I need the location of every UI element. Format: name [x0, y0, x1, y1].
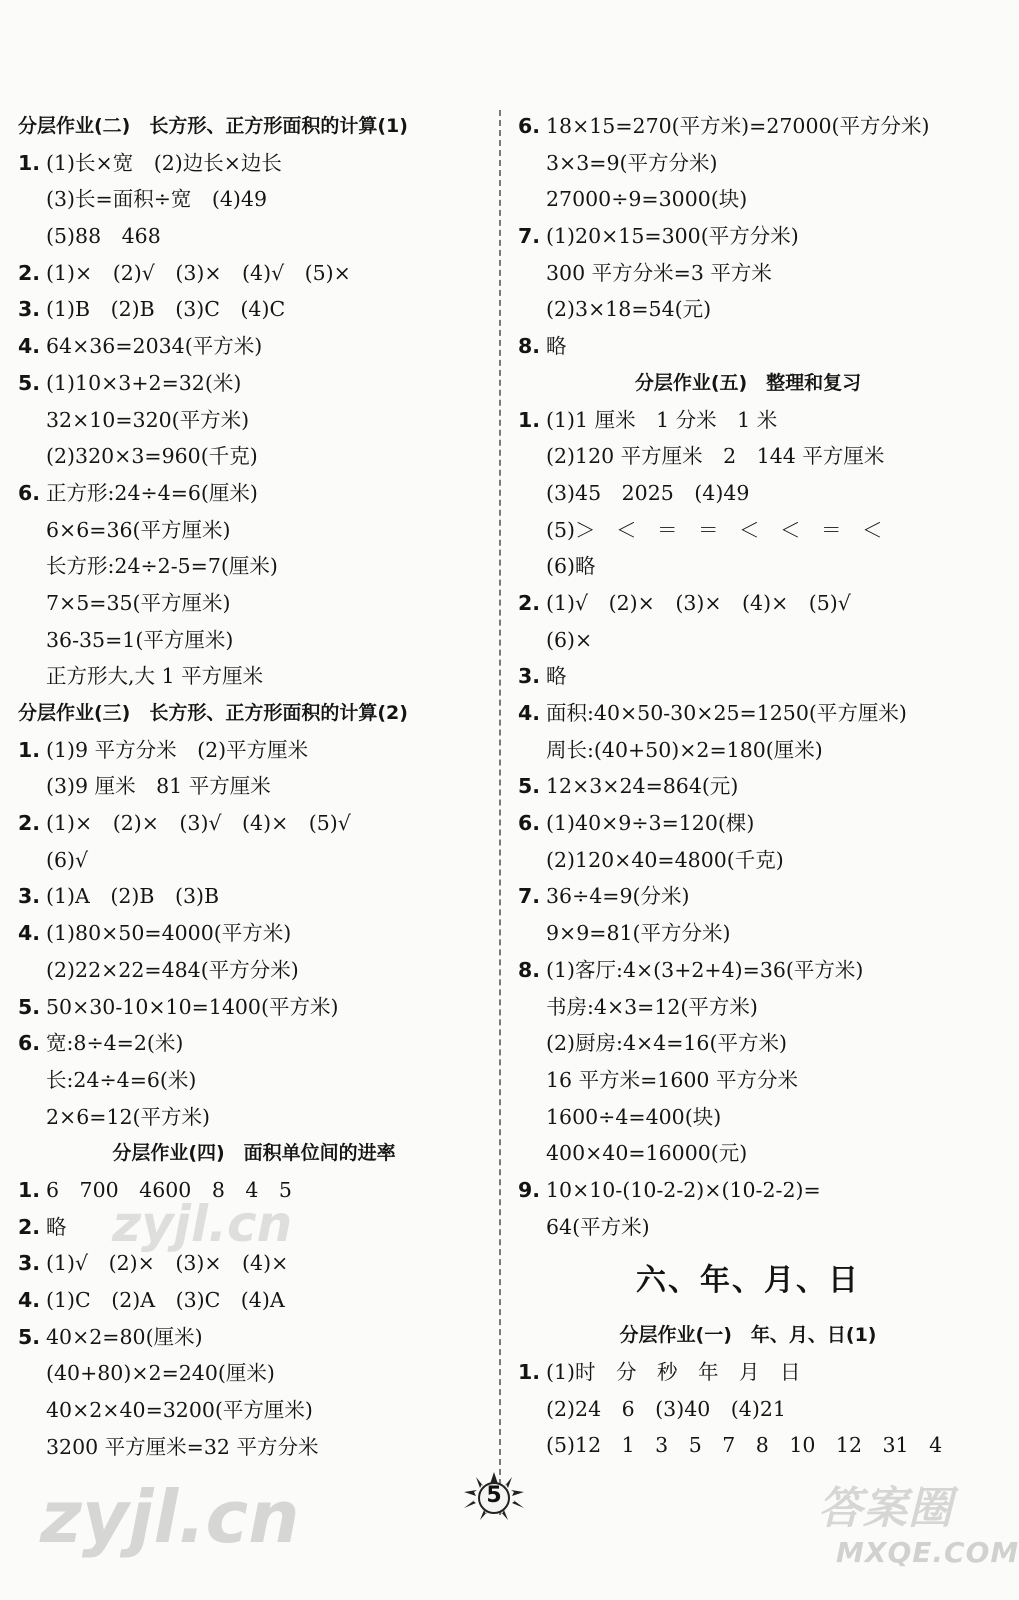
- answer-continuation: (6)略: [546, 554, 596, 579]
- answer-text: (1)C (2)A (3)C (4)A: [46, 1288, 285, 1312]
- item-number: 1.: [518, 1360, 541, 1384]
- answer-item: [18, 328, 490, 365]
- item-number: 1.: [18, 1177, 41, 1202]
- answer-continuation: 400×40=16000(元): [546, 1141, 748, 1166]
- left-column: [18, 108, 490, 1465]
- answer-text: (1)A (2)B (3)B: [46, 884, 220, 909]
- answer-text: (1)B (2)B (3)C (4)C: [46, 297, 286, 322]
- answer-item: [18, 145, 490, 182]
- watermark-daanquan: 答案圈: [818, 1483, 953, 1534]
- page-number-badge: [460, 1470, 528, 1526]
- answer-continuation: (3)45 2025 (4)49: [546, 480, 750, 505]
- item-number: 8.: [518, 957, 541, 982]
- answer-item: [518, 878, 978, 915]
- answer-item: [518, 658, 978, 695]
- answer-item: [518, 952, 978, 989]
- answer-continuation: (2)120×40=4800(千克): [546, 847, 784, 872]
- item-number: 5.: [18, 1324, 41, 1349]
- answer-continuation: (2)厨房:4×4=16(平方米): [546, 1031, 787, 1056]
- answer-text: 略: [546, 664, 567, 689]
- item-number: 5.: [18, 994, 41, 1019]
- answer-continuation: (5)12 1 3 5 7 8 10 12 31 4: [546, 1433, 943, 1458]
- section-heading: 分层作业(三) 长方形、正方形面积的计算(2): [18, 702, 408, 724]
- answer-continuation: 27000÷9=3000(块): [546, 187, 748, 212]
- answer-continuation: (2)22×22=484(平方分米): [46, 957, 299, 982]
- item-number: 1.: [18, 150, 41, 175]
- answer-item: [18, 1025, 490, 1062]
- answer-continuation: 16 平方米=1600 平方分米: [546, 1067, 798, 1092]
- answer-continuation: 64(平方米): [546, 1214, 650, 1239]
- item-number: 9.: [518, 1177, 541, 1202]
- answer-text: (1)× (2)√ (3)× (4)√ (5)×: [46, 260, 351, 285]
- answer-text: (1)10×3+2=32(米): [46, 370, 242, 395]
- answer-text: 正方形:24÷4=6(厘米): [46, 480, 258, 505]
- item-number: 3.: [18, 297, 41, 322]
- answer-continuation: 长:24÷4=6(米): [46, 1067, 197, 1092]
- answer-item: [18, 915, 490, 952]
- item-number: 7.: [518, 884, 541, 909]
- chapter-title: 六、年、月、日: [636, 1263, 860, 1299]
- answer-text: (1)1 厘米 1 分米 1 米: [546, 407, 778, 432]
- answer-continuation: 2×6=12(平方米): [46, 1104, 211, 1129]
- item-number: 4.: [18, 921, 41, 946]
- answer-item: [18, 365, 490, 402]
- answer-text: 略: [546, 334, 567, 359]
- answer-continuation: 32×10=320(平方米): [46, 407, 250, 432]
- answer-text: 50×30-10×10=1400(平方米): [46, 994, 339, 1019]
- answer-text: (1)客厅:4×(3+2+4)=36(平方米): [546, 957, 864, 982]
- answer-continuation: (2)120 平方厘米 2 144 平方厘米: [546, 444, 885, 469]
- answer-text: 略: [46, 1214, 67, 1239]
- answer-continuation: 长方形:24÷2-5=7(厘米): [46, 554, 278, 579]
- answer-text: (1)9 平方分米 (2)平方厘米: [46, 737, 309, 762]
- answer-item: [518, 1172, 978, 1209]
- answer-item: [518, 768, 978, 805]
- answer-item: [518, 805, 978, 842]
- answer-text: (1)√ (2)× (3)× (4)×: [46, 1251, 289, 1276]
- answer-item: [518, 695, 978, 732]
- answer-continuation: 9×9=81(平方分米): [546, 921, 731, 946]
- section-heading: 分层作业(二) 长方形、正方形面积的计算(1): [18, 115, 408, 137]
- answer-continuation: 3200 平方厘米=32 平方分米: [46, 1434, 319, 1459]
- answer-item: [18, 732, 490, 769]
- answer-item: [18, 291, 490, 328]
- answer-continuation: (2)3×18=54(元): [546, 297, 712, 322]
- answer-item: [18, 1282, 490, 1319]
- watermark-zyjl: zyjl.cn: [112, 1195, 293, 1253]
- answer-continuation: 3×3=9(平方分米): [546, 150, 718, 175]
- answer-text: (1)40×9÷3=120(棵): [546, 811, 755, 836]
- answer-item: [518, 1354, 978, 1391]
- answer-text: 18×15=270(平方米)=27000(平方分米): [546, 114, 930, 138]
- watermark-mxqe: MXQE.COM: [836, 1536, 1019, 1569]
- watermark-zyjl-bottom: zyjl.cn: [40, 1475, 300, 1559]
- answer-item: [518, 585, 978, 622]
- item-number: 2.: [18, 811, 41, 836]
- answer-item: [18, 475, 490, 512]
- item-number: 4.: [18, 1288, 41, 1312]
- item-number: 3.: [18, 884, 41, 909]
- answer-text: 12×3×24=864(元): [546, 774, 739, 799]
- column-divider: [499, 110, 501, 1515]
- answer-continuation: 6×6=36(平方厘米): [46, 517, 231, 542]
- answer-text: (1)× (2)× (3)√ (4)× (5)√: [46, 811, 351, 836]
- answer-continuation: (2)24 6 (3)40 (4)21: [546, 1396, 786, 1421]
- answer-continuation: 300 平方分米=3 平方米: [546, 260, 772, 285]
- item-number: 3.: [518, 664, 541, 689]
- answer-text: 面积:40×50-30×25=1250(平方厘米): [546, 701, 907, 725]
- item-number: 6.: [18, 1031, 41, 1056]
- answer-text: 40×2=80(厘米): [46, 1324, 203, 1349]
- answer-item: [18, 255, 490, 292]
- answer-item: [518, 328, 978, 365]
- answer-continuation: 36-35=1(平方厘米): [46, 627, 234, 652]
- answer-text: 6 700 4600 8 4 5: [46, 1177, 292, 1202]
- answer-item: [518, 218, 978, 255]
- answer-continuation: (2)320×3=960(千克): [46, 444, 258, 469]
- answer-text: (1)80×50=4000(平方米): [46, 921, 292, 946]
- answer-continuation: (40+80)×2=240(厘米): [46, 1361, 275, 1386]
- item-number: 8.: [518, 334, 541, 359]
- answer-text: 64×36=2034(平方米): [46, 334, 263, 359]
- item-number: 7.: [518, 224, 541, 249]
- answer-item: [18, 805, 490, 842]
- answer-continuation: (3)9 厘米 81 平方厘米: [46, 774, 271, 799]
- answer-text: (1)√ (2)× (3)× (4)× (5)√: [546, 590, 851, 615]
- answer-item: [518, 402, 978, 439]
- item-number: 2.: [518, 590, 541, 615]
- answer-item: [18, 878, 490, 915]
- section-heading: 分层作业(四) 面积单位间的进率: [112, 1142, 396, 1165]
- item-number: 1.: [18, 737, 41, 762]
- section-heading: 分层作业(五) 整理和复习: [634, 371, 862, 394]
- answer-continuation: 7×5=35(平方厘米): [46, 590, 231, 615]
- item-number: 2.: [18, 260, 41, 285]
- item-number: 4.: [518, 701, 541, 725]
- answer-continuation: 周长:(40+50)×2=180(厘米): [546, 737, 823, 762]
- item-number: 6.: [18, 480, 41, 505]
- item-number: 2.: [18, 1214, 41, 1239]
- answer-continuation: 书房:4×3=12(平方米): [546, 994, 758, 1019]
- item-number: 6.: [518, 114, 541, 138]
- answer-item: [18, 989, 490, 1026]
- answer-text: (1)时 分 秒 年 月 日: [546, 1360, 801, 1384]
- right-column: [518, 108, 978, 1464]
- answer-continuation: (6)×: [546, 627, 593, 652]
- answer-continuation: 1600÷4=400(块): [546, 1104, 722, 1129]
- page-number: 5: [486, 1483, 502, 1508]
- answer-text: 宽:8÷4=2(米): [46, 1031, 184, 1056]
- item-number: 1.: [518, 407, 541, 432]
- answer-continuation: (6)√: [46, 847, 89, 872]
- item-number: 6.: [518, 811, 541, 836]
- answer-continuation: (3)长=面积÷宽 (4)49: [46, 187, 268, 212]
- answer-continuation: 40×2×40=3200(平方厘米): [46, 1398, 313, 1423]
- section-heading: 分层作业(一) 年、月、日(1): [619, 1324, 877, 1347]
- answer-text: (1)长×宽 (2)边长×边长: [46, 150, 282, 175]
- item-number: 5.: [518, 774, 541, 799]
- answer-item: [18, 1319, 490, 1356]
- item-number: 5.: [18, 370, 41, 395]
- item-number: 4.: [18, 334, 41, 359]
- item-number: 3.: [18, 1251, 41, 1276]
- answer-continuation: 正方形大,大 1 平方厘米: [46, 664, 264, 689]
- answer-continuation: (5)88 468: [46, 224, 161, 249]
- answer-text: (1)20×15=300(平方分米): [546, 224, 799, 249]
- answer-continuation: (5)＞ ＜ ＝ ＝ ＜ ＜ ＝ ＜: [546, 517, 883, 542]
- answer-text: 36÷4=9(分米): [546, 884, 690, 909]
- answer-item: [518, 108, 978, 145]
- answer-text: 10×10-(10-2-2)×(10-2-2)=: [546, 1177, 821, 1202]
